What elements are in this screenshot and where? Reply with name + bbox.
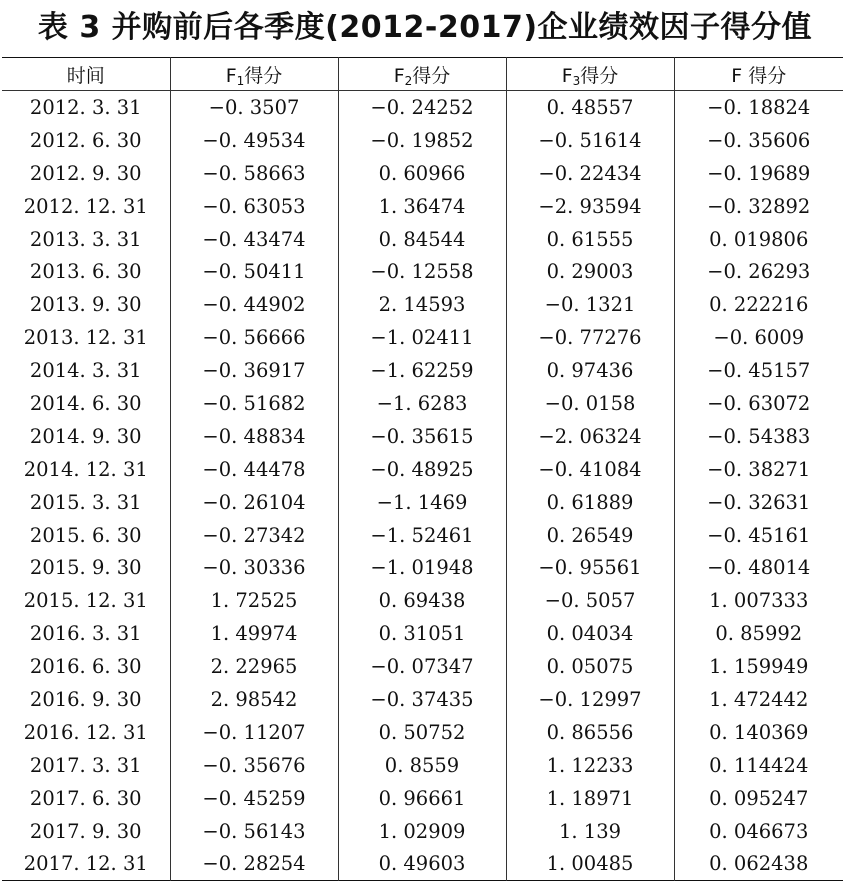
cell-f1-score: −0. 3507 [170,91,338,124]
table-row [2,255,843,288]
table-row [2,617,843,650]
cell-f3-score: 1. 18971 [506,782,674,815]
header-time: 时间 [2,58,170,91]
cell-time: 2016. 12. 31 [23,720,148,744]
cell-f3-score: −0. 12997 [506,683,674,716]
cell-time: 2016. 6. 30 [29,655,142,679]
cell-time: 2017. 3. 31 [29,753,142,777]
cell-f3-score: 0. 61555 [506,223,674,256]
cell-f-score: 0. 140369 [674,716,843,749]
cell-f1-score: −0. 43474 [170,223,338,256]
cell-f2-score: 2. 14593 [338,288,506,321]
cell-time: 2015. 3. 31 [29,490,142,514]
cell-f3-score: −2. 06324 [506,420,674,453]
cell-f1-score: −0. 26104 [170,486,338,519]
table-row [2,683,843,716]
cell-f3-score: −0. 77276 [506,321,674,354]
cell-time: 2017. 9. 30 [29,819,142,843]
factor-score-table [2,57,843,881]
cell-time: 2014. 6. 30 [29,391,142,415]
cell-f-score: −0. 26293 [674,255,843,288]
cell-f2-score: −1. 01948 [338,551,506,584]
cell-f3-score: 0. 61889 [506,486,674,519]
cell-time: 2012. 9. 30 [29,161,142,185]
cell-time: 2015. 9. 30 [29,556,142,580]
cell-f-score: −0. 45157 [674,354,843,387]
cell-f2-score: −0. 35615 [338,420,506,453]
cell-time: 2017. 6. 30 [29,786,142,810]
cell-f-score: −0. 32892 [674,190,843,223]
table-row [2,157,843,190]
cell-f2-score: −1. 62259 [338,354,506,387]
table-row [2,716,843,749]
cell-f3-score: 0. 05075 [506,650,674,683]
cell-f2-score: −1. 6283 [338,387,506,420]
cell-f-score: −0. 35606 [674,124,843,157]
cell-f2-score: 0. 84544 [338,223,506,256]
cell-time: 2016. 3. 31 [29,622,142,646]
table-row [2,190,843,223]
cell-time: 2015. 12. 31 [23,589,148,613]
cell-f-score: 0. 046673 [674,815,843,848]
cell-f1-score: −0. 11207 [170,716,338,749]
cell-time: 2017. 12. 31 [23,852,148,876]
cell-f1-score: −0. 58663 [170,157,338,190]
cell-f2-score: 0. 60966 [338,157,506,190]
cell-f1-score: −0. 36917 [170,354,338,387]
cell-f1-score: −0. 44902 [170,288,338,321]
cell-f-score: −0. 6009 [674,321,843,354]
cell-time: 2016. 9. 30 [29,687,142,711]
header-f1-score: $F_1$得分 [170,58,338,91]
cell-f1-score: −0. 35676 [170,749,338,782]
cell-f1-score: −0. 56143 [170,815,338,848]
cell-f3-score: −0. 22434 [506,157,674,190]
cell-f-score: 0. 114424 [674,749,843,782]
cell-time: 2012. 6. 30 [29,128,142,152]
cell-f3-score: 0. 48557 [506,91,674,124]
cell-f1-score: −0. 56666 [170,321,338,354]
cell-f-score: −0. 45161 [674,519,843,552]
cell-f1-score: −0. 44478 [170,453,338,486]
cell-f3-score: 1. 00485 [506,847,674,880]
cell-time: 2015. 6. 30 [29,523,142,547]
cell-f-score: −0. 18824 [674,91,843,124]
cell-f-score: −0. 38271 [674,453,843,486]
cell-time: 2013. 3. 31 [29,227,142,251]
cell-f3-score: 1. 12233 [506,749,674,782]
cell-f3-score: 0. 29003 [506,255,674,288]
header-f-score: F 得分 [674,58,843,91]
cell-f-score: 1. 472442 [674,683,843,716]
cell-f3-score: 0. 26549 [506,519,674,552]
table-row [2,782,843,815]
cell-f3-score: −2. 93594 [506,190,674,223]
table-row [2,486,843,519]
cell-f1-score: 2. 98542 [170,683,338,716]
table-row [2,650,843,683]
cell-f1-score: −0. 48834 [170,420,338,453]
table-row [2,321,843,354]
cell-f-score: 0. 222216 [674,288,843,321]
table-row [2,847,843,880]
cell-time: 2013. 9. 30 [29,293,142,317]
cell-f1-score: −0. 28254 [170,847,338,880]
table-body [2,91,843,881]
cell-f2-score: −0. 07347 [338,650,506,683]
table-row [2,354,843,387]
cell-f1-score: 1. 49974 [170,617,338,650]
cell-f1-score: −0. 49534 [170,124,338,157]
cell-f2-score: 0. 69438 [338,584,506,617]
cell-f1-score: −0. 45259 [170,782,338,815]
cell-f1-score: 2. 22965 [170,650,338,683]
cell-f-score: −0. 32631 [674,486,843,519]
table-row [2,749,843,782]
cell-f2-score: −1. 02411 [338,321,506,354]
cell-f2-score: 1. 02909 [338,815,506,848]
cell-f3-score: −0. 95561 [506,551,674,584]
cell-f2-score: 0. 96661 [338,782,506,815]
cell-f-score: 0. 019806 [674,223,843,256]
cell-f3-score: −0. 1321 [506,288,674,321]
cell-time: 2012. 12. 31 [23,194,148,218]
header-f2-score: $F_2$得分 [338,58,506,91]
cell-f-score: 0. 062438 [674,847,843,880]
table-row [2,387,843,420]
cell-f3-score: 1. 139 [506,815,674,848]
cell-f-score: −0. 48014 [674,551,843,584]
cell-f-score: 0. 095247 [674,782,843,815]
table-row [2,223,843,256]
cell-f2-score: 0. 50752 [338,716,506,749]
cell-f3-score: −0. 41084 [506,453,674,486]
table-row [2,453,843,486]
table-title: 表 3 并购前后各季度(2012-2017)企业绩效因子得分值 [37,10,813,45]
cell-f2-score: −0. 19852 [338,124,506,157]
cell-f1-score: −0. 30336 [170,551,338,584]
cell-f3-score: 0. 86556 [506,716,674,749]
header-row [2,58,843,91]
cell-time: 2012. 3. 31 [29,95,142,119]
cell-f-score: 0. 85992 [674,617,843,650]
table-row [2,551,843,584]
cell-f3-score: −0. 5057 [506,584,674,617]
cell-f1-score: −0. 50411 [170,255,338,288]
cell-f2-score: 0. 49603 [338,847,506,880]
cell-f3-score: −0. 51614 [506,124,674,157]
cell-f2-score: 0. 31051 [338,617,506,650]
table-row [2,420,843,453]
cell-f2-score: 0. 8559 [338,749,506,782]
cell-f2-score: −0. 48925 [338,453,506,486]
cell-f2-score: −0. 37435 [338,683,506,716]
table-row [2,124,843,157]
cell-f-score: 1. 007333 [674,584,843,617]
header-f3-score: $F_3$得分 [506,58,674,91]
cell-f2-score: −1. 52461 [338,519,506,552]
cell-time: 2013. 6. 30 [29,260,142,284]
table-row [2,584,843,617]
cell-f3-score: −0. 0158 [506,387,674,420]
cell-f2-score: −1. 1469 [338,486,506,519]
cell-f1-score: −0. 63053 [170,190,338,223]
cell-time: 2014. 12. 31 [23,457,148,481]
cell-f1-score: 1. 72525 [170,584,338,617]
cell-f2-score: −0. 24252 [338,91,506,124]
table-header [2,58,843,91]
cell-f1-score: −0. 51682 [170,387,338,420]
table-row [2,91,843,124]
cell-time: 2013. 12. 31 [23,326,148,350]
cell-f3-score: 0. 04034 [506,617,674,650]
cell-time: 2014. 9. 30 [29,424,142,448]
cell-f3-score: 0. 97436 [506,354,674,387]
cell-time: 2014. 3. 31 [29,359,142,383]
cell-f2-score: −0. 12558 [338,255,506,288]
table-row [2,519,843,552]
table-row [2,815,843,848]
cell-f-score: −0. 19689 [674,157,843,190]
cell-f-score: 1. 159949 [674,650,843,683]
cell-f-score: −0. 63072 [674,387,843,420]
cell-f-score: −0. 54383 [674,420,843,453]
table-row [2,288,843,321]
cell-f1-score: −0. 27342 [170,519,338,552]
cell-f2-score: 1. 36474 [338,190,506,223]
